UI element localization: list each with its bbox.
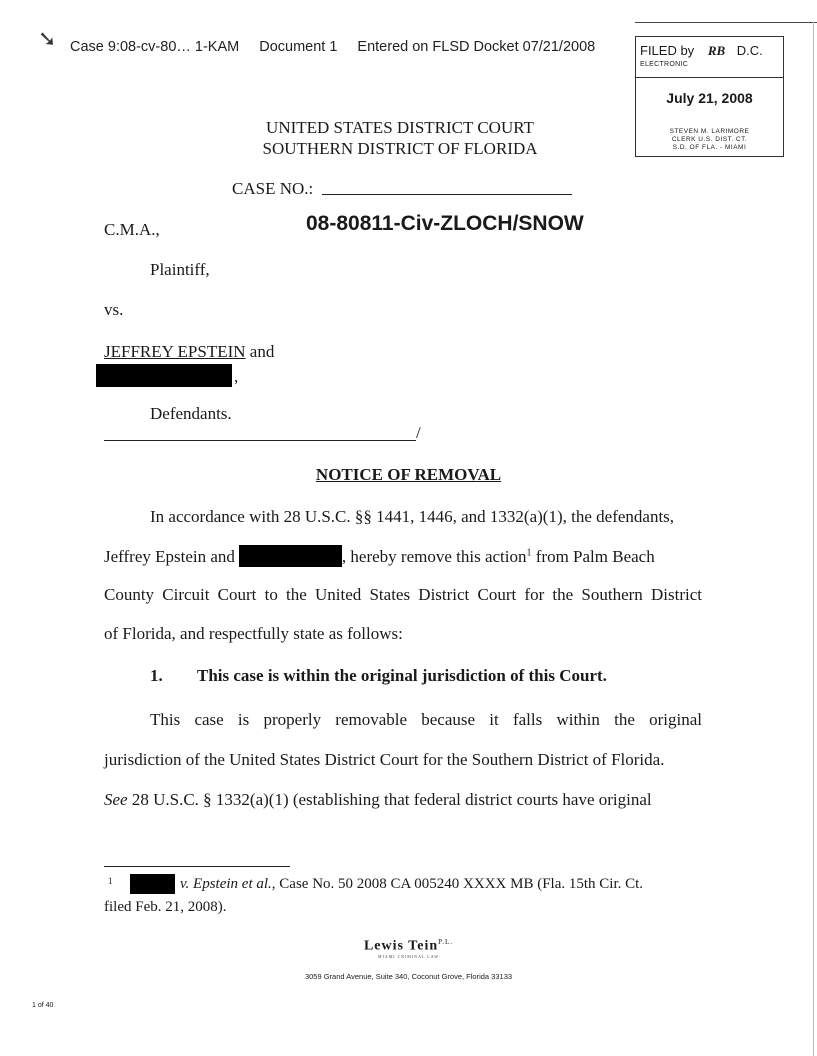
caption-rule <box>104 440 416 441</box>
firm-logo: Lewis Tein$^{P.L.}$ <box>363 938 454 954</box>
para2-line-3: See 28 U.S.C. § 1332(a)(1) (establishing that federal district courts have original <box>104 790 652 809</box>
footnote-line-2: filed Feb. 21, 2008). <box>104 899 227 915</box>
ecf-header <box>70 39 717 55</box>
stamp-filed-row <box>636 36 783 78</box>
section-1-heading: This case is within the original jurisdiction of this Court. <box>197 666 607 685</box>
footnote-rule <box>104 866 290 867</box>
stamp-electronic: ELECTRONIC <box>640 61 689 68</box>
header-entered: Entered on FLSD Docket 07/21/2008 <box>357 39 596 55</box>
plaintiff-label: Plaintiff, <box>150 260 210 279</box>
header-document: Document 1 <box>259 39 338 55</box>
redaction-footnote-plaintiff <box>130 874 175 894</box>
redaction-inline-defendant <box>239 545 342 567</box>
section-1-number: 1. <box>150 666 163 685</box>
case-number: 08-80811-Civ-ZLOCH/SNOW <box>306 212 584 235</box>
redaction-defendant-2 <box>96 364 232 387</box>
firm-address: 3059 Grand Avenue, Suite 340, Coconut Grove, Florida 33133 <box>304 972 513 981</box>
intro-line-2: Jeffrey Epstein and , hereby remove this action$^1$ from Palm Beach <box>104 547 655 566</box>
document-title: NOTICE OF REMOVAL <box>315 465 502 484</box>
stamp-date: July 21, 2008 <box>666 90 753 106</box>
footnote-marker: 1 <box>108 876 113 886</box>
para2-line-1: This case is properly removable because it falls within the original <box>150 710 702 729</box>
defendant-2-comma: , <box>234 367 239 386</box>
page-edge-rule <box>813 22 814 1056</box>
court-heading: UNITED STATES DISTRICT COURT SOUTHERN DISTRICT OF FLORIDA <box>262 118 538 158</box>
top-rule <box>635 22 817 23</box>
firm-logo-subtitle: MIAMI CRIMINAL LAW <box>377 954 440 959</box>
stamp-filed-by: FILED by RB D.C. <box>640 43 763 58</box>
case-no-blank-line <box>322 194 572 195</box>
footnote-ref: 1 <box>526 547 532 559</box>
footnote-line-1: v. Epstein et al., Case No. 50 2008 CA 005240 XXXX MB (Fla. 15th Cir. Ct. <box>180 876 644 892</box>
case-no-label: CASE NO.: <box>232 179 314 198</box>
para2-line-2: jurisdiction of the United States District Court for the Southern District of Florida. <box>104 750 665 769</box>
defendants-label: Defendants. <box>150 404 232 423</box>
header-case-ref: Case 9:08-cv-80… 1-KAM <box>70 39 240 55</box>
page-count: 1 of 40 <box>32 1002 54 1009</box>
stamp-dc: D.C. <box>736 43 763 58</box>
caption-slash: / <box>416 423 421 442</box>
defendant-1: JEFFREY EPSTEIN <box>104 342 246 361</box>
filed-stamp <box>635 36 784 157</box>
intro-line-3: County Circuit Court to the United States District Court for the Southern District <box>104 585 702 604</box>
vs-label: vs. <box>104 300 124 319</box>
stamp-clerk: STEVEN M. LARIMORE CLERK U.S. DIST. CT. S.D. OF FLA. - MIAMI <box>669 128 750 151</box>
handwritten-mark: ➘ <box>38 26 57 51</box>
plaintiff-name: C.M.A., <box>104 220 160 239</box>
stamp-initials: RB <box>707 43 726 58</box>
intro-line-4: of Florida, and respectfully state as follows: <box>104 624 403 643</box>
intro-line-1: In accordance with 28 U.S.C. §§ 1441, 1446, and 1332(a)(1), the defendants, <box>150 507 675 526</box>
defendant-line: JEFFREY EPSTEIN and <box>104 342 275 361</box>
